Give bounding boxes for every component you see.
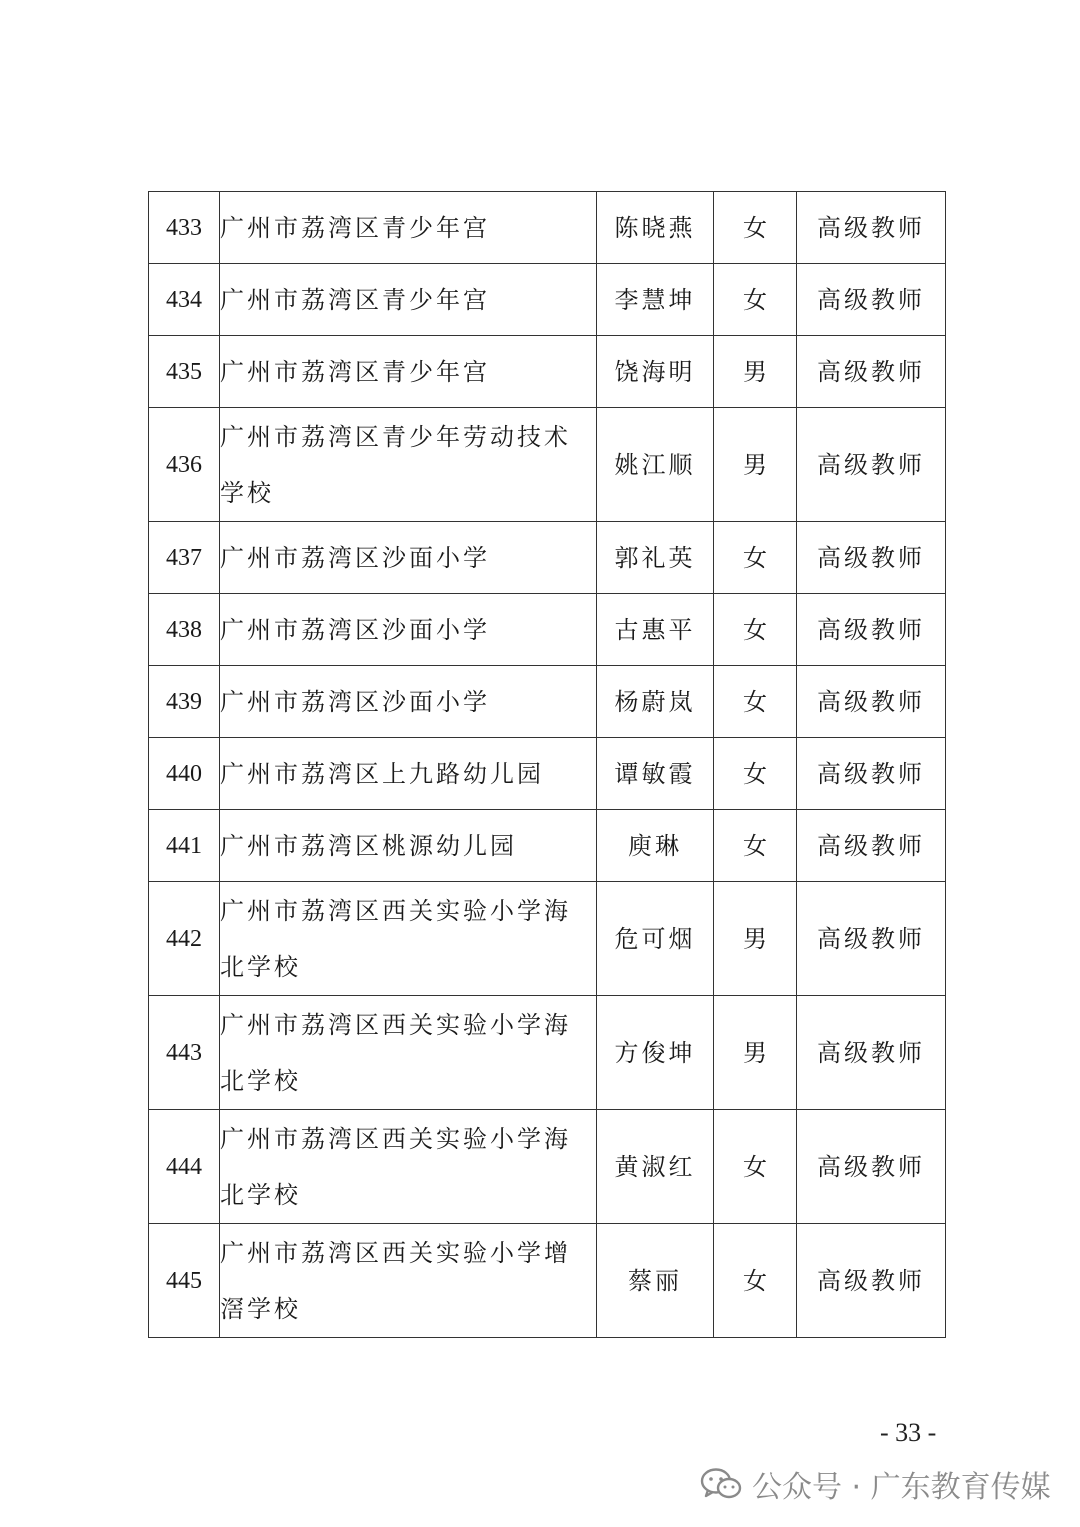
row-number: 444 [149, 1110, 220, 1224]
gender: 女 [714, 666, 797, 738]
table-row [149, 522, 946, 594]
gender: 男 [714, 408, 797, 522]
table-row [149, 192, 946, 264]
table-row [149, 1224, 946, 1338]
teacher-name: 庾琳 [597, 810, 714, 882]
row-number: 440 [149, 738, 220, 810]
professional-title: 高级教师 [797, 408, 946, 522]
professional-title: 高级教师 [797, 810, 946, 882]
professional-title: 高级教师 [797, 666, 946, 738]
table-row [149, 666, 946, 738]
table-row [149, 738, 946, 810]
teacher-name: 黄淑红 [597, 1110, 714, 1224]
watermark [700, 1462, 1051, 1506]
school-name: 广州市荔湾区青少年宫 [220, 336, 597, 408]
row-number: 445 [149, 1224, 220, 1338]
gender: 女 [714, 738, 797, 810]
row-number: 434 [149, 264, 220, 336]
teacher-name: 姚江顺 [597, 408, 714, 522]
page-number: - 33 - [880, 1418, 937, 1447]
row-number: 441 [149, 810, 220, 882]
professional-title: 高级教师 [797, 594, 946, 666]
school-name: 广州市荔湾区西关实验小学海北学校 [220, 996, 597, 1110]
school-name: 广州市荔湾区沙面小学 [220, 666, 597, 738]
professional-title: 高级教师 [797, 192, 946, 264]
teacher-name: 蔡丽 [597, 1224, 714, 1338]
teacher-name: 郭礼英 [597, 522, 714, 594]
professional-title: 高级教师 [797, 1110, 946, 1224]
watermark-text: 公众号 · 广东教育传媒 [752, 1470, 1051, 1505]
teacher-name: 李慧坤 [597, 264, 714, 336]
row-number: 437 [149, 522, 220, 594]
table-row [149, 264, 946, 336]
table-row [149, 996, 946, 1110]
school-name: 广州市荔湾区桃源幼儿园 [220, 810, 597, 882]
row-number: 438 [149, 594, 220, 666]
gender: 女 [714, 192, 797, 264]
table-row [149, 810, 946, 882]
table-row [149, 882, 946, 996]
school-name: 广州市荔湾区青少年劳动技术学校 [220, 408, 597, 522]
row-number: 435 [149, 336, 220, 408]
row-number: 436 [149, 408, 220, 522]
school-name: 广州市荔湾区沙面小学 [220, 594, 597, 666]
professional-title: 高级教师 [797, 738, 946, 810]
school-name: 广州市荔湾区沙面小学 [220, 522, 597, 594]
school-name: 广州市荔湾区青少年宫 [220, 264, 597, 336]
table-row [149, 594, 946, 666]
gender: 女 [714, 1110, 797, 1224]
school-name: 广州市荔湾区上九路幼儿园 [220, 738, 597, 810]
teacher-roster-table [148, 191, 946, 1338]
professional-title: 高级教师 [797, 522, 946, 594]
teacher-name: 古惠平 [597, 594, 714, 666]
professional-title: 高级教师 [797, 882, 946, 996]
gender: 女 [714, 1224, 797, 1338]
gender: 女 [714, 594, 797, 666]
gender: 女 [714, 810, 797, 882]
teacher-name: 杨蔚岚 [597, 666, 714, 738]
teacher-name: 方俊坤 [597, 996, 714, 1110]
professional-title: 高级教师 [797, 336, 946, 408]
teacher-name: 饶海明 [597, 336, 714, 408]
teacher-name: 谭敏霞 [597, 738, 714, 810]
wechat-icon [700, 1466, 742, 1502]
professional-title: 高级教师 [797, 996, 946, 1110]
school-name: 广州市荔湾区青少年宫 [220, 192, 597, 264]
table-row [149, 408, 946, 522]
row-number: 433 [149, 192, 220, 264]
gender: 男 [714, 996, 797, 1110]
professional-title: 高级教师 [797, 264, 946, 336]
teacher-name: 危可烟 [597, 882, 714, 996]
gender: 男 [714, 336, 797, 408]
gender: 女 [714, 264, 797, 336]
gender: 女 [714, 522, 797, 594]
school-name: 广州市荔湾区西关实验小学海北学校 [220, 882, 597, 996]
row-number: 442 [149, 882, 220, 996]
row-number: 439 [149, 666, 220, 738]
table-row [149, 336, 946, 408]
roster-body [149, 192, 946, 1338]
teacher-name: 陈晓燕 [597, 192, 714, 264]
professional-title: 高级教师 [797, 1224, 946, 1338]
school-name: 广州市荔湾区西关实验小学海北学校 [220, 1110, 597, 1224]
gender: 男 [714, 882, 797, 996]
row-number: 443 [149, 996, 220, 1110]
school-name: 广州市荔湾区西关实验小学增滘学校 [220, 1224, 597, 1338]
table-row [149, 1110, 946, 1224]
